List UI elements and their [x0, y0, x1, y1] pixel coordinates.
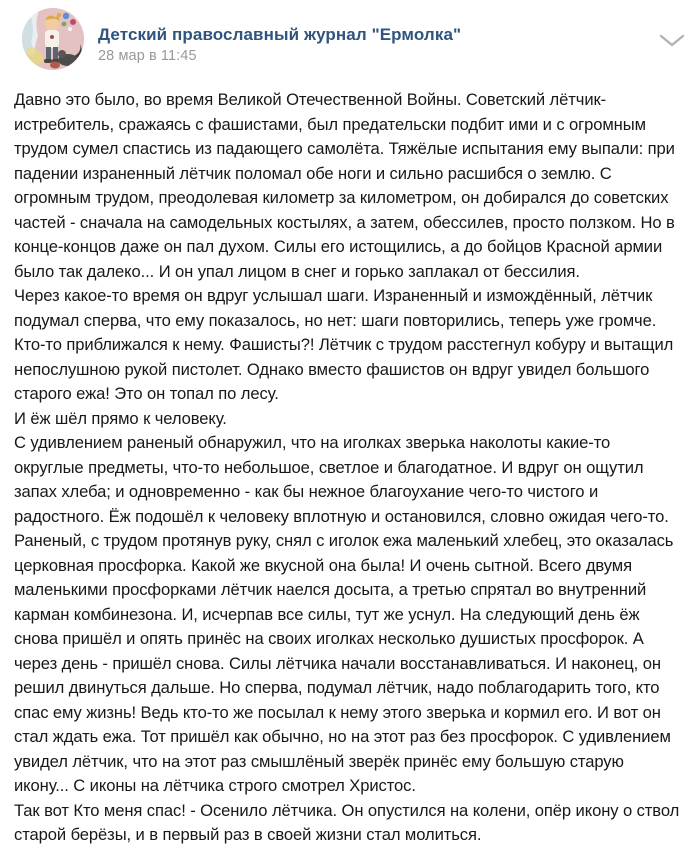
post-text-line: старого ежа! Это он топал по лесу. — [14, 384, 279, 403]
post-text-line: Так вот Кто меня спас! - Осенило лётчика. Он опустился на колени, опёр икону о ствол — [14, 800, 680, 820]
post-text-line: через день - пришёл снова. Силы лётчика начали восстанавливаться. И наконец, он — [14, 653, 661, 673]
post-text-line: подумал сперва, что ему показалось, но нет: шаги повторились, теперь уже громче. — [14, 310, 657, 330]
post-text-line: непослушною рукой пистолет. Однако вместо фашистов он вдруг увидел большого — [14, 359, 650, 379]
post-text-line: Давно это было, во время Великой Отечественной Войны. Советский лётчик- — [14, 90, 607, 109]
post-text-line: Кто-то приближался к нему. Фашисты?! Лётчик с трудом расстегнул кобуру и вытащил — [14, 335, 674, 354]
post-text-line: огромным трудом, преодолевая километр за километром, он добирался до советских — [14, 188, 669, 207]
post-text-line: истребитель, сражаясь с фашистами, был предательски подбит ими и с огромным — [14, 114, 646, 134]
post-text-line: церковная просфорка. Какой же вкусной она была! И очень сытной. Всего двумя — [14, 555, 632, 575]
channel-name-link[interactable]: Детский православный журнал "Ермолка" — [98, 25, 462, 44]
post-text-line: С удивлением раненый обнаружил, что на иголках зверька наколоты какие-то — [14, 433, 611, 452]
post-text-line: округлые предметы, что-то небольшое, светлое и благодатное. И вдруг он ощутил — [14, 457, 644, 477]
post-header — [0, 0, 700, 90]
post-text-line: падении израненный лётчик поломал обе ноги и сильно расшибся о землю. С — [14, 163, 612, 183]
post-text-line: икону... С иконы на лётчика строго смотрел Христос. — [14, 776, 416, 795]
post-text-line: трудом сумел спастись из падающего самолёта. Тяжёлые испытания ему выпали: при — [14, 139, 675, 158]
post-text-line: радостного. Ёж подошёл к человеку вплотную и остановился, словно ожидая чего-то. — [14, 506, 669, 526]
avatar-cartoon-icon — [22, 8, 84, 70]
post-timestamp: 28 мар в 11:45 — [98, 48, 197, 64]
post-text-line: маленькими просфорками лётчик наелся досыта, а третью спрятал во внутренний — [14, 580, 647, 599]
post-text-line: И ёж шёл прямо к человеку. — [14, 408, 227, 428]
post-text-line: частей - сначала на самодельных костылях, а затем, обессилев, просто ползком. Но в — [14, 212, 675, 232]
post-text-line: Раненый, с трудом протянув руку, снял с иголок ежа маленький хлебец, это оказалась — [14, 531, 674, 550]
post-text-line: запах хлеба; и одновременно - как бы нежное благоухание чего-то чистого и — [14, 482, 599, 501]
channel-avatar[interactable] — [22, 8, 84, 70]
post-text-line: было так далеко... И он упал лицом в снег и горько заплакал от бессилия. — [14, 261, 580, 281]
post-text-line: решил двинуться дальше. Но сперва, подумал лётчик, надо поблагодарить того, кто — [14, 678, 660, 697]
post-text-line: конце-концов даже он пал духом. Силы его истощились, а до бойцов Красной армии — [14, 237, 663, 256]
post-text-line: снова пришёл и опять принёс на своих иголках несколько душистых просфорок. А — [14, 629, 644, 648]
post-text-line: старой берёзы, и в первый раз в своей жизни стал молиться. — [14, 825, 482, 844]
post-text-line: увидел лётчик, что на этот раз смышлёный зверёк принёс ему большую старую — [14, 751, 624, 771]
chevron-down-icon — [659, 34, 685, 51]
post-text-line: стал ждать ежа. Тот пришёл как обычно, но на этот раз без просфорок. С удивлением — [14, 727, 671, 746]
post-menu-button[interactable] — [656, 30, 688, 54]
post-text-line: карман комбинезона. И, исчерпав все силы, тут же уснул. На следующий день ёж — [14, 604, 640, 624]
post-text — [14, 88, 694, 848]
post-text-line: спас ему жизнь! Ведь кто-то же посылал к нему этого зверька и кормил его. И вот он — [14, 702, 661, 722]
post-text-line: Через какое-то время он вдруг услышал шаги. Израненный и измождённый, лётчик — [14, 286, 653, 305]
